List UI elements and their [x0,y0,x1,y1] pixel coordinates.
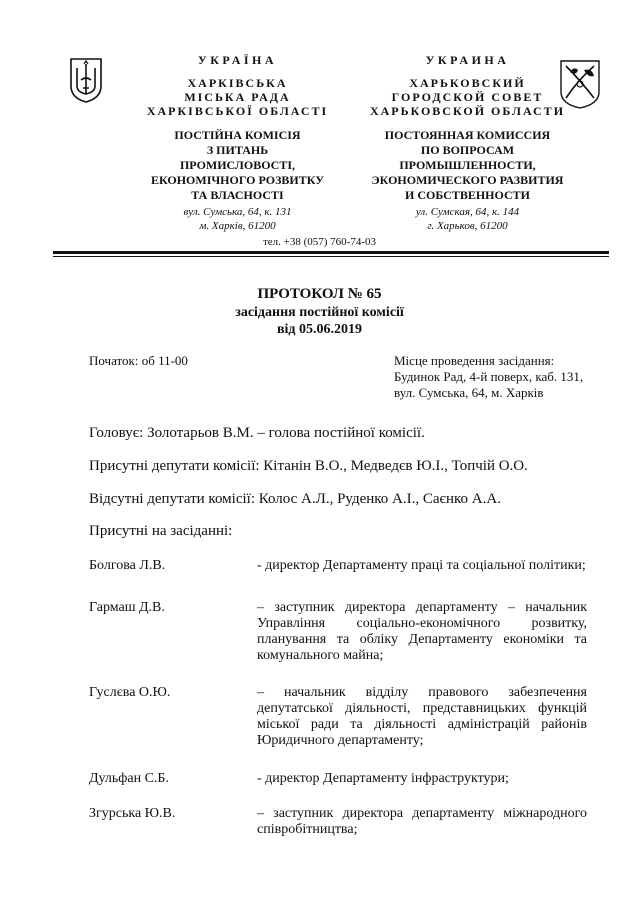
council-name-ua: ХАРКІВСЬКА МІСЬКА РАДА ХАРКІВСЬКОЇ ОБЛАСТІ [146,76,329,118]
country-ru: УКРАИНА [425,53,510,67]
attendee-name: Болгова Л.В. [89,558,166,573]
meeting-start: Початок: об 11-00 [89,353,188,368]
commission-name-ua: ПОСТІЙНА КОМІСІЯ З ПИТАНЬ ПРОМИСЛОВОСТІ, ЕКОНОМІЧНОГО РОЗВИТКУ ТА ВЛАСНОСТІ [150,128,325,202]
council-name-ru: ХАРЬКОВСКИЙ ГОРОДСКОЙ СОВЕТ ХАРЬКОВСКОЙ ОБЛАСТИ [369,76,566,118]
header-divider-thick [53,251,609,254]
phone-number: тел. +38 (057) 760-74-03 [262,236,377,248]
commission-name-ru: ПОСТОЯННАЯ КОМИССИЯ ПО ВОПРОСАМ ПРОМЫШЛЕННОСТИ, ЭКОНОМИЧЕСКОГО РАЗВИТИЯ И СОБСТВЕННОСТИ [371,128,564,202]
chair-line: Головує: Золотарьов В.М. – голова постійної комісії. [89,425,425,441]
attendee-name: Гуслєва О.Ю. [89,685,171,700]
absent-deputies-line: Відсутні депутати комісії: Колос А.Л., Руденко А.І., Саєнко А.А. [89,491,501,507]
protocol-subtitle: засідання постійної комісії від 05.06.2019 [0,304,639,338]
attendee-role: – начальник відділу правового забезпечення депутатської діяльності, представницьких функцій міської ради та діяльності адміністрацій районів Юридичного департаменту; [257,685,587,748]
attendee-role: - директор Департаменту інфраструктури; [257,771,509,786]
header-divider-thin [53,256,609,257]
address-ua: вул. Сумська, 64, к. 131 м. Харків, 61200 [183,206,292,232]
attendee-name: Гармаш Д.В. [89,600,165,615]
address-ru: ул. Сумская, 64, к. 144 г. Харьков, 61200 [415,206,520,232]
protocol-title: ПРОТОКОЛ № 65 [257,286,382,302]
present-deputies-line: Присутні депутати комісії: Кітанін В.О., Медведєв Ю.І., Топчій О.О. [89,458,528,474]
attendee-role: - директор Департаменту праці та соціальної політики; [257,558,586,573]
country-ua: УКРАЇНА [197,53,278,67]
attendee-name: Згурська Ю.В. [89,806,176,821]
attendees-heading: Присутні на засіданні: [89,523,233,539]
attendee-role: – заступник директора департаменту – начальник Управління соціально-економічного розвитку, планування та обліку Департаменту економіки та комунального майна; [257,600,587,663]
attendee-role: – заступник директора департаменту міжнародного співробітництва; [257,806,587,837]
ukraine-trident-icon [68,56,104,104]
attendee-name: Дульфан С.Б. [89,771,169,786]
protocol-date: від 05.06.2019 [276,322,363,337]
meeting-venue: Місце проведення засідання: Будинок Рад, 4-й поверх, каб. 131, вул. Сумська, 64, м. Харків [394,353,584,400]
